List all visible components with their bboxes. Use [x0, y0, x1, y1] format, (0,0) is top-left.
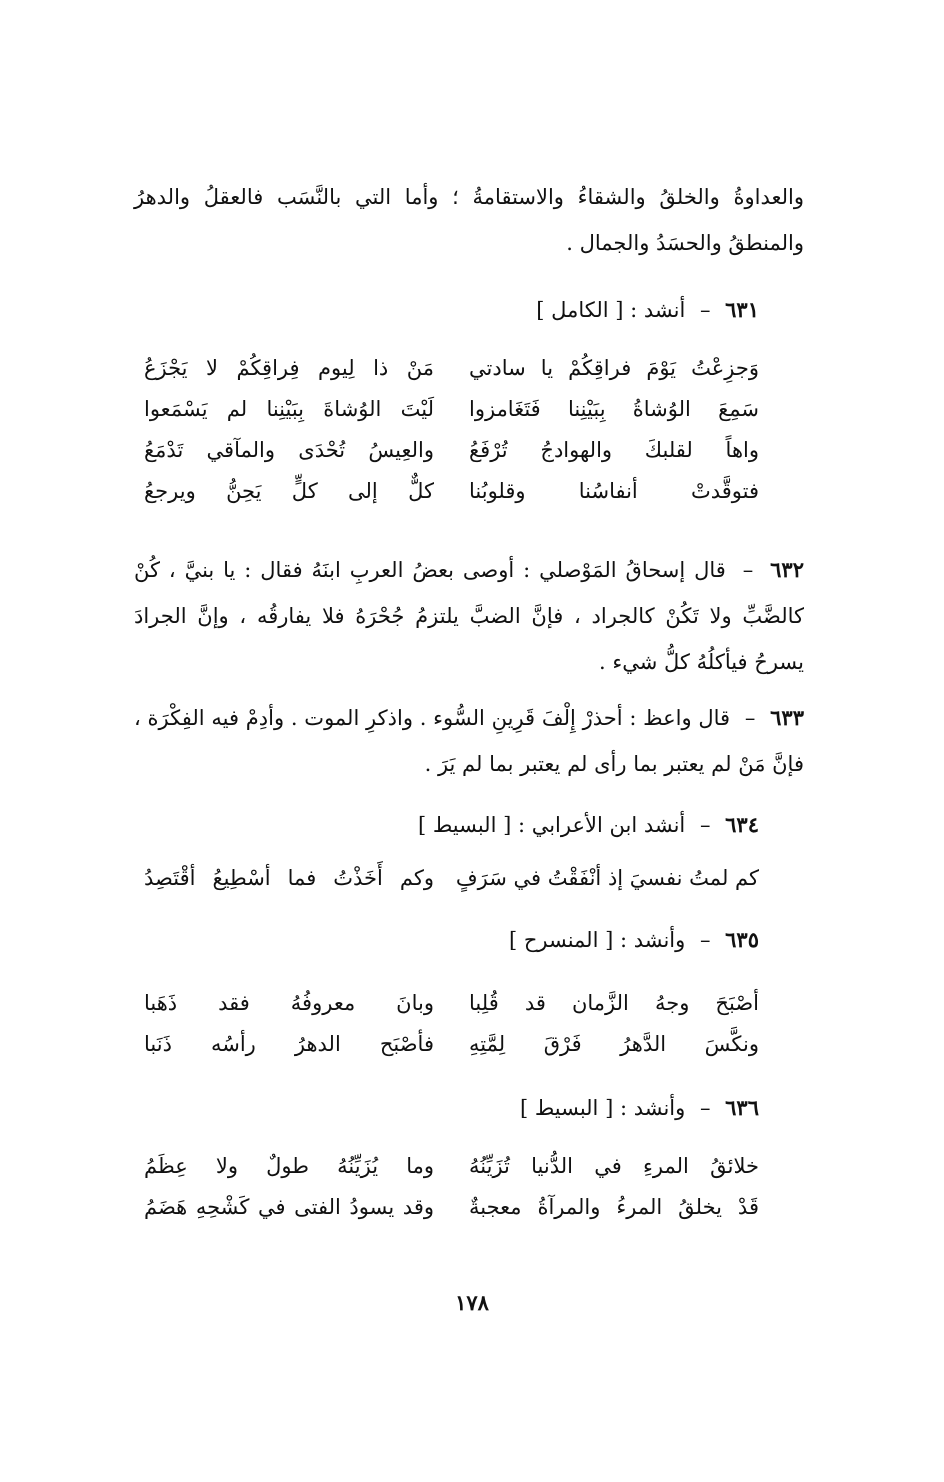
section-636-number: ٦٣٦: [725, 1095, 759, 1120]
section-632-paragraph: [134, 547, 804, 685]
section-632-text: قال إسحاقُ المَوْصلي : أوصى بعضُ العربِ ابنَهُ فقال : يا بنيَّ ، كُنْ كالضَّبِّ ولا تَكُنْ كالجراد ، فإنَّ الضبَّ يلتزمُ جُحْرَهُ فلا يفارقُه ، وإنَّ الجرادَ يسرحُ فيأكلُهُ كلُّ شيء .: [134, 558, 804, 674]
section-636-heading: [520, 1088, 759, 1128]
section-635-heading: [509, 920, 759, 960]
section-633-number: ٦٣٣: [770, 705, 804, 730]
first-hemistich: أصْبَحَ وجهُ الزَّمان قد قُلِبا: [469, 991, 759, 1015]
second-hemistich: كلٌّ إلى كلٍّ يَحِنُّ ويرجعُ: [144, 479, 434, 503]
section-636-dash: –: [699, 1096, 711, 1120]
second-hemistich: وما يُزَيِّنُهُ طولٌ ولا عِظَمُ: [144, 1154, 434, 1178]
section-635-number: ٦٣٥: [725, 927, 759, 952]
second-hemistich: مَنْ ذا لِيوم فِراقِكُمْ لا يَجْزَعُ: [144, 356, 434, 380]
section-631-poem: [144, 350, 759, 514]
first-hemistich: خلائقُ المرءِ في الدُّنيا تُزَيِّنُهُ: [469, 1154, 759, 1178]
section-634-number: ٦٣٤: [725, 812, 759, 837]
second-hemistich: لَيْتَ الوُشاةَ بِبَيْنِنا لم يَسْمَعوا: [144, 397, 434, 421]
verse-line: [144, 432, 759, 473]
verse-line: [144, 860, 759, 901]
second-hemistich: وبانَ معروفُهُ فقد ذَهَبا: [144, 991, 434, 1015]
section-636-title: وأنشد : [ البسيط ]: [519, 1096, 686, 1120]
section-634-title: أنشد ابن الأعرابي : [ البسيط ]: [417, 813, 686, 837]
first-hemistich: ونكَّسَ الدَّهرُ فَرْقَ لِمَّتِهِ: [469, 1032, 759, 1056]
section-633-dash: –: [744, 706, 756, 730]
section-631-heading: [536, 290, 759, 330]
first-hemistich: واهاً لقلبكَ والهوادجُ تُرْفَعُ: [469, 438, 759, 462]
section-632-dash: –: [742, 558, 754, 582]
section-633-paragraph: [134, 695, 804, 787]
verse-line: [144, 1148, 759, 1189]
second-hemistich: وقد يسودُ الفتى في كَشْحِهِ هَضَمُ: [144, 1195, 434, 1219]
section-636-poem: [144, 1148, 759, 1230]
section-634-poem: [144, 860, 759, 901]
intro-paragraph: والعداوةُ والخلقُ والشقاءُ والاستقامةُ ؛ وأما التي بالنَّسَب فالعقلُ والدهرُ والمنطقُ والحسَدُ والجمال .: [134, 185, 804, 255]
second-hemistich: وكم أَخَذْتُ فما أسْطِيعُ أقْتَصِدُ: [144, 866, 434, 890]
first-hemistich: قَدْ يخلقُ المرءُ والمرآةُ معجبةٌ: [469, 1195, 759, 1219]
section-633-text: قال واعظ : أحذرْ إِلْفَ قَرِينِ السُّوء . واذكرِ الموت . وأدِمْ فيه الفِكْرَة ، فإنَّ مَنْ لم يعتبر بما رأى لم يعتبر بما لم يَرَ .: [134, 706, 804, 776]
section-634-dash: –: [699, 813, 711, 837]
section-635-poem: [144, 985, 759, 1067]
section-632-number: ٦٣٢: [770, 557, 804, 582]
verse-line: [144, 350, 759, 391]
second-hemistich: فأصْبَح الدهرُ رأسُه ذَنَبا: [144, 1032, 434, 1056]
verse-line: [144, 985, 759, 1026]
first-hemistich: فتوقَّدتْ أنفاسُنا وقلوبُنا: [469, 479, 759, 503]
section-631-dash: –: [699, 298, 711, 322]
verse-line: [144, 391, 759, 432]
second-hemistich: والعِيسُ تُحْدَى والمآقي تَدْمَعُ: [144, 438, 434, 462]
verse-line: [144, 473, 759, 514]
page-number: ١٧٨: [455, 1290, 489, 1315]
first-hemistich: كم لمتُ نفسيَ إذ أنْفَقْتُ في سَرَفٍ: [455, 866, 759, 890]
section-635-title: وأنشد : [ المنسرح ]: [508, 928, 686, 952]
first-hemistich: وَجزِعْتُ يَوْمَ فراقِكُمْ يا سادتي: [469, 356, 759, 380]
first-hemistich: سَمِعَ الوُشاةُ بِبَيْنِنا فَتَغَامزوا: [469, 397, 759, 421]
verse-line: [144, 1189, 759, 1230]
section-631-number: ٦٣١: [725, 297, 759, 322]
section-635-dash: –: [699, 928, 711, 952]
verse-line: [144, 1026, 759, 1067]
section-631-title: أنشد : [ الكامل ]: [536, 298, 686, 322]
section-634-heading: [418, 805, 759, 845]
